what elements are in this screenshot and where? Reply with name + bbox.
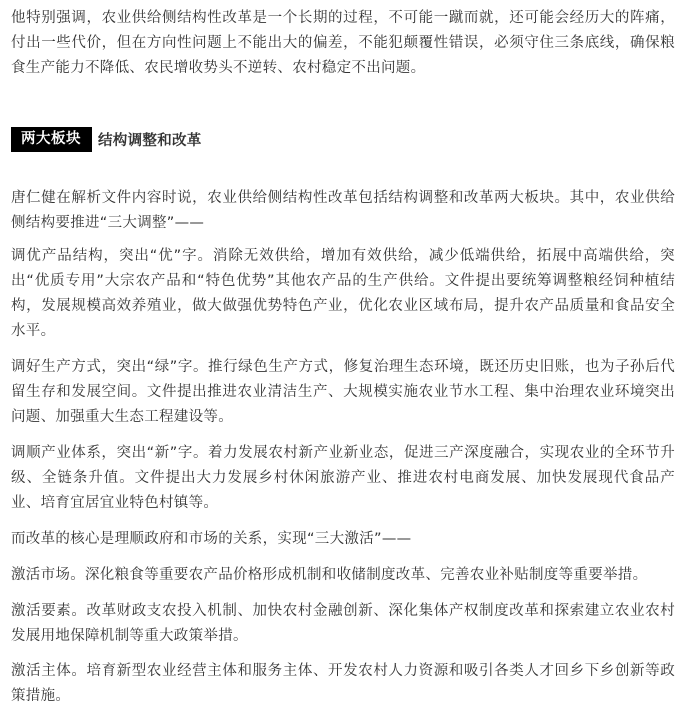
section-tag: 两大板块 (11, 127, 92, 152)
section-heading (11, 127, 202, 152)
section-title: 结构调整和改革 (98, 133, 202, 149)
paragraph-reform-core: 而改革的核心是理顺政府和市场的关系，实现“三大激活”—— (11, 531, 412, 547)
intro-paragraph: 他特别强调，农业供给侧结构性改革是一个长期的过程，不可能一蹴而就，还可能会经历大的阵痛，付出一些代价，但在方向性问题上不能出大的偏差，不能犯颠覆性错误，必须守住三条底线，确保粮食生产能力不降低、农民增收势头不逆转、农村稳定不出问题。 (11, 10, 675, 76)
paragraph-production-mode: 调好生产方式，突出“绿”字。推行绿色生产方式，修复治理生态环境，既还历史旧账，也为子孙后代留生存和发展空间。文件提出推进农业清洁生产、大规模实施农业节水工程、集中治理农业环境突出问题、加强重大生态工程建设等。 (11, 359, 675, 425)
paragraph-activate-subjects: 激活主体。培育新型农业经营主体和服务主体、开发农村人力资源和吸引各类人才回乡下乡创新等政策措施。 (11, 663, 675, 704)
paragraph-industry-system: 调顺产业体系，突出“新”字。着力发展农村新产业新业态，促进三产深度融合，实现农业的全环节升级、全链条升值。文件提出大力发展乡村休闲旅游产业、推进农村电商发展、加快发展现代食品产业、培育宜居宜业特色村镇等。 (11, 445, 675, 511)
paragraph-product-structure: 调优产品结构，突出“优”字。消除无效供给，增加有效供给，减少低端供给，拓展中高端供给，突出“优质专用”大宗农产品和“特色优势”其他农产品的生产供给。文件提出要统筹调整粮经饲种植结构，发展规模高效养殖业，做大做强优势特色产业，优化农业区域布局，提升农产品质量和食品安全水平。 (11, 248, 675, 339)
paragraph-activate-factors: 激活要素。改革财政支农投入机制、加快农村金融创新、深化集体产权制度改革和探索建立农业农村发展用地保障机制等重大政策举措。 (11, 603, 675, 644)
paragraph-overview: 唐仁健在解析文件内容时说，农业供给侧结构性改革包括结构调整和改革两大板块。其中，农业供给侧结构要推进“三大调整”—— (11, 190, 675, 231)
paragraph-activate-market: 激活市场。深化粮食等重要农产品价格形成机制和收储制度改革、完善农业补贴制度等重要举措。 (11, 567, 648, 583)
